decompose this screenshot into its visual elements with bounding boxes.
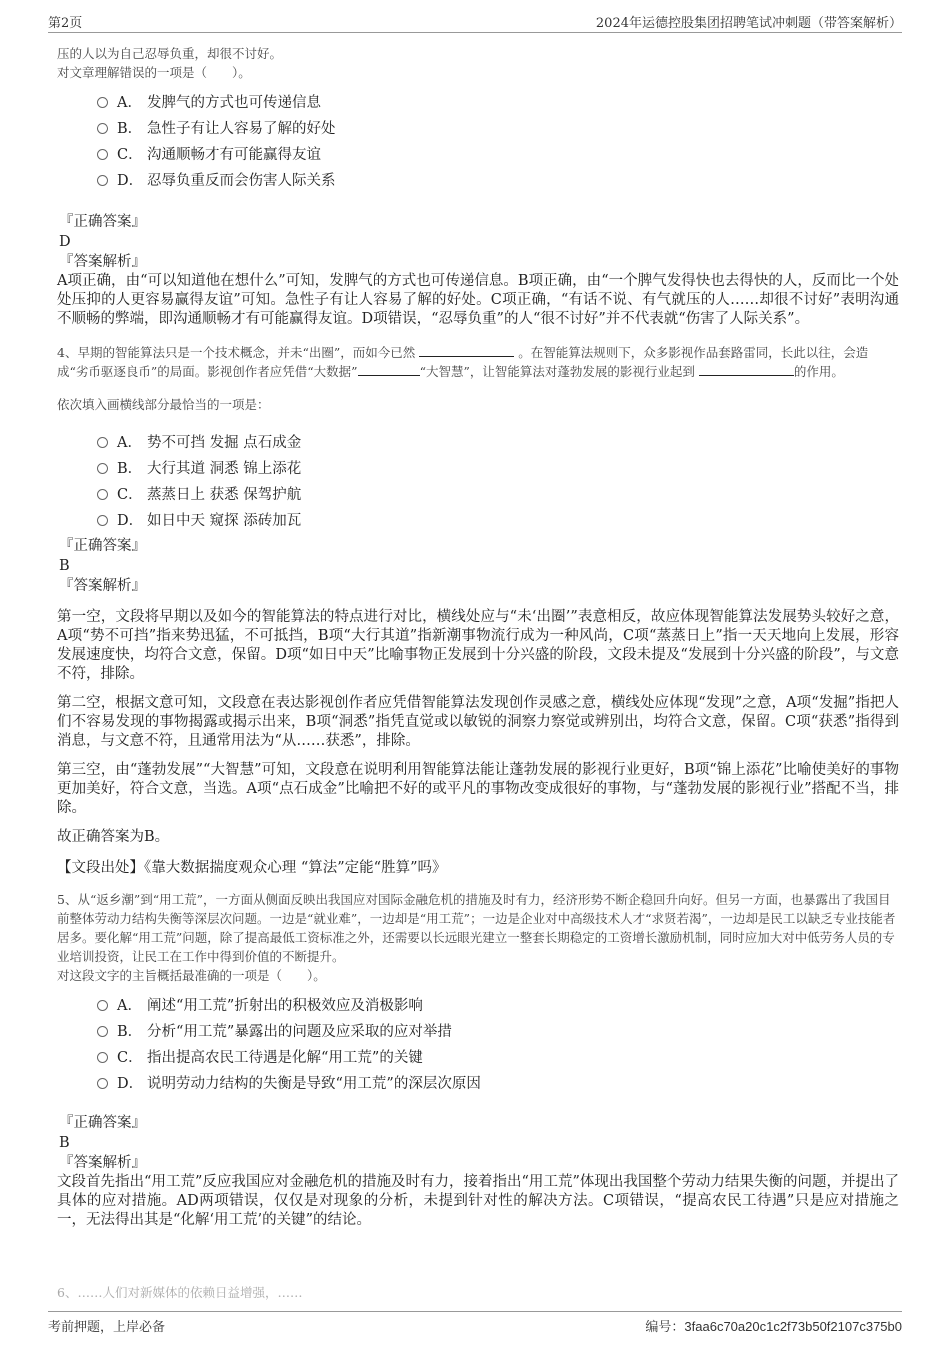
answer-value: D	[59, 234, 71, 250]
radio-icon[interactable]	[97, 463, 108, 474]
question-5-stem: 5、从“返乡潮”到“用工荒”，一方面从侧面反映出我国应对国际金融危机的措施及时有力，经济形势不断企稳回升向好。但另一方面，也暴露出了我国目前整体劳动力结构失衡等深层次问题。一边是“就业难”，一边却是“用工荒”；一边是企业对中高级技术人才“求贤若渴”，一边却是民工以缺乏专业技能者居多。要化解“用工荒”问题，除了提高最低工资标准之外，还需要以长远眼光建立一整套长期稳定的工资增长激励机制，同时应加大对中低劳务人员的专业培训投资，让民工在工作中得到价值的不断提升。	[57, 892, 896, 964]
question-4	[57, 343, 899, 878]
radio-icon[interactable]	[97, 437, 108, 448]
question-3-answer	[57, 212, 899, 272]
option-a[interactable]: A． 阐述“用工荒”折射出的积极效应及消极影响	[97, 991, 899, 1017]
page-content	[57, 44, 899, 1230]
option-c[interactable]: C． 沟通顺畅才有可能赢得友谊	[97, 140, 899, 166]
analysis-label: 『答案解析』	[59, 254, 146, 270]
option-b[interactable]: B． 急性子有让人容易了解的好处	[97, 114, 899, 140]
radio-icon[interactable]	[97, 175, 108, 186]
radio-icon[interactable]	[97, 97, 108, 108]
question-5-options	[97, 991, 899, 1095]
answer-value: B	[59, 1135, 70, 1151]
radio-icon[interactable]	[97, 123, 108, 134]
page-number: 第2页	[48, 16, 83, 31]
question-4-answer	[57, 536, 899, 596]
option-b[interactable]: B． 分析“用工荒”暴露出的问题及应采取的应对举措	[97, 1017, 899, 1043]
option-d[interactable]: D． 忍辱负重反而会伤害人际关系	[97, 166, 899, 192]
page-header	[48, 10, 902, 33]
analysis-label: 『答案解析』	[59, 578, 146, 594]
question-4-analysis-1: 第一空，文段将早期以及如今的智能算法的特点进行对比，横线处应与“未‘出圈’”表意相反，故应体现智能算法发展势头较好之意，A项“势不可挡”指来势迅猛，不可抵挡，B项“大行其道”指新潮事物流行成为一种风尚，C项“蒸蒸日上”指一天天地向上发展，形容发展速度快，均符合文意，保留。D项“如日中天”比喻事物正发展到十分兴盛的阶段，文段未提及“发展到十分兴盛的阶段”，与文意不符，排除。	[57, 609, 899, 682]
option-b[interactable]: B． 大行其道 洞悉 锦上添花	[97, 454, 899, 480]
option-a[interactable]: A． 发脾气的方式也可传递信息	[97, 88, 899, 114]
radio-icon[interactable]	[97, 1000, 108, 1011]
question-3-analysis: A项正确，由“可以知道他在想什么”可知，发脾气的方式也可传递信息。B项正确，由“一个脾气发得快也去得快的人，反而比一个处处压抑的人更容易赢得友谊”可知。急性子有让人容易了解的好处。C项正确，“有话不说、有气就压的人……却很不讨好”表明沟通不顺畅的弊端，即沟通顺畅才有可能赢得友谊。D项错误，“忍辱负重”的人“很不讨好”并不代表就“伤害了人际关系”。	[57, 273, 900, 327]
question-3-options	[97, 88, 899, 192]
radio-icon[interactable]	[97, 489, 108, 500]
question-5-answer	[57, 1113, 899, 1173]
option-d[interactable]: D． 说明劳动力结构的失衡是导致“用工荒”的深层次原因	[97, 1069, 899, 1095]
fill-blank	[699, 362, 794, 376]
question-5-analysis: 文段首先指出“用工荒”反应我国应对金融危机的措施及时有力，接着指出“用工荒”体现出我国整个劳动力结果失衡的问题，并提出了具体的应对措施。AD两项错误，仅仅是对现象的分析，未提到针对性的解决方法。C项错误，“提高农民工待遇”只是应对措施之一，无法得出其是“化解‘用工荒’的关键”的结论。	[57, 1174, 899, 1228]
question-4-source: 【文段出处】《靠大数据揣度观众心理 “算法”定能“胜算”吗》	[57, 860, 447, 876]
question-4-stem: 4、早期的智能算法只是一个技术概念，并未“出圈”，而如今已然 。在智能算法规则下，众多影视作品套路雷同，长此以往，会造成“劣币驱逐良币”的局面。影视创作者应凭借“大数据” “大智慧”，让智能算法对蓬勃发展的影视行业起到 的作用。	[57, 345, 869, 379]
footer-slogan: 考前押题，上岸必备	[48, 1320, 166, 1335]
answer-label: 『正确答案』	[59, 214, 146, 230]
question-4-options	[97, 428, 899, 532]
document-code: 编号：3faa6c70a20c1c2f73b50f2107c375b0	[645, 1319, 902, 1335]
radio-icon[interactable]	[97, 515, 108, 526]
question-4-conclusion: 故正确答案为B。	[57, 829, 170, 845]
answer-value: B	[59, 558, 70, 574]
option-d[interactable]: D． 如日中天 窥探 添砖加瓦	[97, 506, 899, 532]
analysis-label: 『答案解析』	[59, 1155, 146, 1171]
option-a[interactable]: A． 势不可挡 发掘 点石成金	[97, 428, 899, 454]
radio-icon[interactable]	[97, 149, 108, 160]
radio-icon[interactable]	[97, 1026, 108, 1037]
radio-icon[interactable]	[97, 1052, 108, 1063]
option-c[interactable]: C． 蒸蒸日上 获悉 保驾护航	[97, 480, 899, 506]
option-c[interactable]: C． 指出提高农民工待遇是化解“用工荒”的关键	[97, 1043, 899, 1069]
question-3-prompt: 对文章理解错误的一项是（ ）。	[57, 65, 251, 80]
answer-label: 『正确答案』	[59, 1115, 146, 1131]
question-5	[57, 890, 899, 1230]
radio-icon[interactable]	[97, 1078, 108, 1089]
fill-blank	[419, 343, 514, 357]
question-3-stem-tail: 压的人以为自己忍辱负重，却很不讨好。	[57, 46, 283, 61]
question-4-analysis-3: 第三空，由“蓬勃发展”“大智慧”可知，文段意在说明利用智能算法能让蓬勃发展的影视行业更好，B项“锦上添花”比喻使美好的事物更加美好，符合文意，当选。A项“点石成金”比喻把不好的或平凡的事物改变成很好的事物，与“蓬勃发展的影视行业”搭配不当，排除。	[57, 762, 899, 816]
answer-label: 『正确答案』	[59, 538, 146, 554]
fill-blank	[358, 362, 420, 376]
question-4-prompt: 依次填入画横线部分最恰当的一项是：	[57, 397, 270, 412]
page-footer	[48, 1311, 902, 1334]
document-title: 2024年运德控股集团招聘笔试冲刺题（带答案解析）	[595, 16, 902, 31]
question-4-analysis-2: 第二空，根据文意可知，文段意在表达影视创作者应凭借智能算法发现创作灵感之意，横线处应体现“发现”之意，A项“发掘”指把人们不容易发现的事物揭露或揭示出来，B项“洞悉”指凭直觉或以敏锐的洞察力察觉或辨别出，均符合文意，保留。C项“获悉”指得到消息，与文意不符，且通常用法为“从……获悉”，排除。	[57, 695, 899, 749]
question-3	[57, 44, 899, 329]
question-5-prompt: 对这段文字的主旨概括最准确的一项是（ ）。	[57, 968, 326, 983]
question-6-cut-off: 6、……人们对新媒体的依赖日益增强，……	[57, 1285, 303, 1300]
